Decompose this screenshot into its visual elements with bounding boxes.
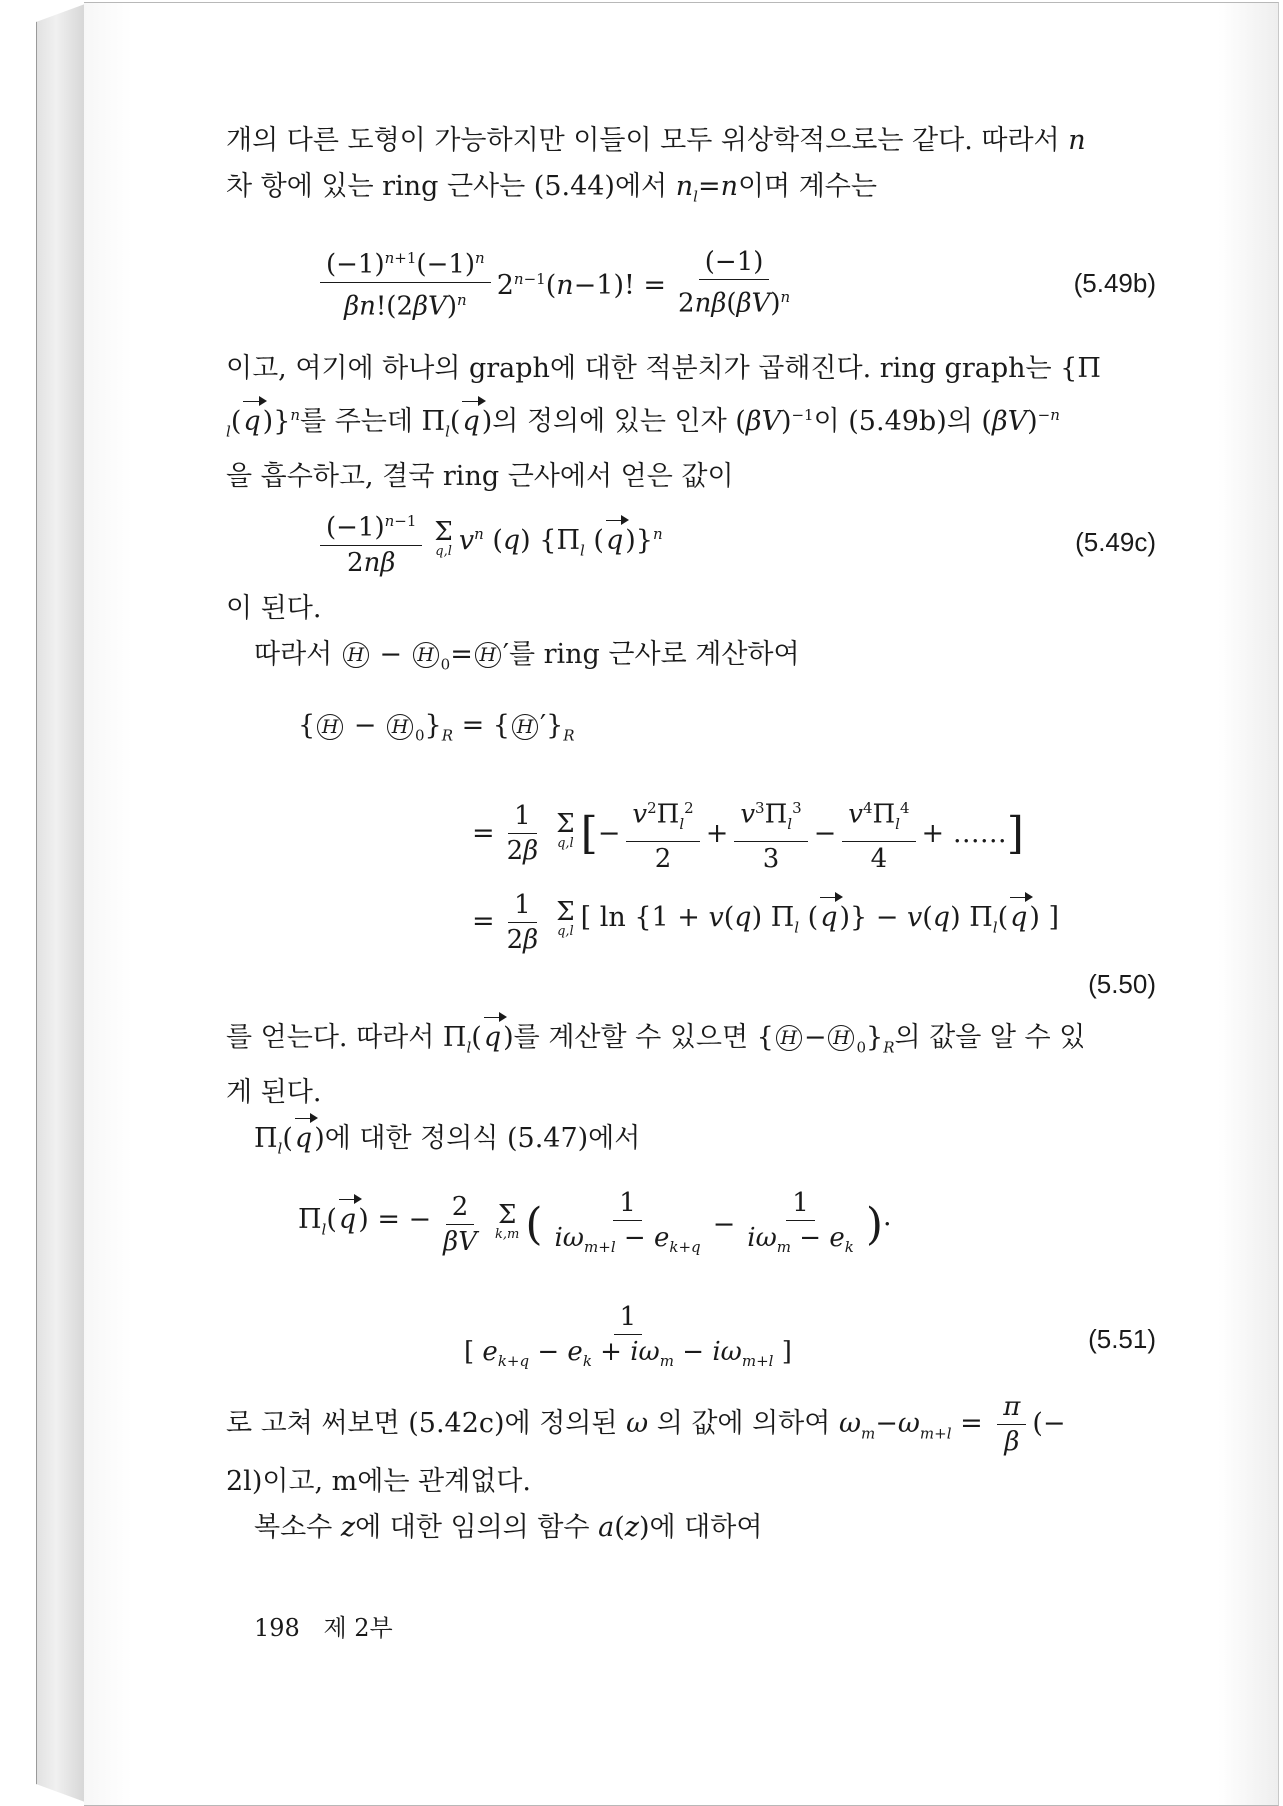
fraction: $\frac{(-1)^{n+1}(-1)^n}{\beta n!(2\beta V)^n}$ xyxy=(320,241,491,323)
paragraph-1-line-1: 개의 다른 도형이 가능하지만 이들이 모두 위상학적으로는 같다. 따라서 n xyxy=(226,125,1086,156)
paragraph-2-line-2: $_l$(q)}$^n$를 주는데 $\Pi_l(q)$의 정의에 있는 인자 $(\beta V)^{-1}$이 (5.49b)의 $(\beta V)^{-n}$ xyxy=(226,392,1156,454)
fraction: $\frac{v^3\Pi_l^3}{3}$ xyxy=(734,791,807,876)
equation-number: (5.49c) xyxy=(1075,526,1156,557)
paragraph-8: 복소수 z에 대한 임의의 함수 a(z)에 대하여 xyxy=(254,1512,763,1544)
equation-5-49c: $\frac{(-1)^{n-1}}{2n\beta}$ Σ q,l $v^n$ (q) {$\Pi_l$ (q)}$^n$ (5.49c) xyxy=(314,504,1156,580)
paragraph-5-line-2: 게 된다. xyxy=(226,1077,322,1109)
part-label: 제 2부 xyxy=(323,1614,393,1642)
equation-5-50-line-1: { H − H $_0\}_R$ = { H $'\}_R$ xyxy=(298,710,575,745)
equation-5-51-line-2 xyxy=(452,1300,1156,1378)
page-footer xyxy=(254,1608,393,1643)
equation-number: (5.51) xyxy=(1088,1324,1156,1355)
page-number: 198 xyxy=(254,1614,300,1642)
fraction: $\frac{1}{[ e_{k+q} - e_k + i\omega_m - i\omega_{m+l} ]}$ xyxy=(464,1301,792,1371)
fraction: $\frac{1}{i\omega_m - e_k}$ xyxy=(747,1187,854,1256)
fraction: $\frac{1}{2\beta}$ xyxy=(506,801,539,867)
equation-5-50-number-row xyxy=(226,961,1156,1007)
paragraph-2-line-1: 이고, 여기에 하나의 graph에 대한 적분치가 곱해진다. ring graph는 {Π xyxy=(226,352,1101,384)
paragraph-6: $\Pi_l(q)$에 대한 정의식 (5.47)에서 xyxy=(226,1116,1156,1171)
summation-sign: Σ q,l xyxy=(434,516,453,559)
paragraph-3: 이 된다. xyxy=(226,592,322,624)
fraction: $\frac{(-1)}{2n\beta(\beta V)^n}$ xyxy=(678,246,791,319)
equation-5-49b: $\frac{(-1)^{n+1}(-1)^n}{\beta n!(2\beta V)^n}$ $2^{n-1}(n-1)$! = $\frac{(-1)}{2n\beta(\beta V)^n}$ (5.49b) xyxy=(314,241,1156,323)
fraction: $\frac{1}{i\omega_{m+l} - e_{k+q}}$ xyxy=(554,1187,701,1256)
paragraph-4: 따라서 H − H $_0$= H ′를 ring 근사로 계산하여 xyxy=(254,638,800,674)
summation-sign: Σ q,l xyxy=(556,808,575,851)
equation-number: (5.50) xyxy=(1088,968,1156,999)
equation-5-51-line-1: $\Pi_l(q)$ = − $\frac{2}{\beta V}$ Σ k,m ( $\frac{1}{i\omega_{m+l} - e_{k+q}}$ − $\frac{1}{i\omega_m - e_k}$ ) · xyxy=(298,1186,1156,1264)
fraction: $\frac{v^2\Pi_l^2}{2}$ xyxy=(626,791,699,876)
fraction: $\frac{1}{2\beta}$ xyxy=(506,889,539,955)
paragraph-5-line-1: 를 얻는다. 따라서 $\Pi_l(q)$를 계산할 수 있으면 { H − H $_0\}_R$의 값을 알 수 있 xyxy=(226,1015,1156,1070)
equation-5-50-line-3: = $\frac{1}{2\beta}$ Σ q,l [ ln {1 + v(q) $\Pi_l$ (q)} − v(q) $\Pi_l(q)$ ] xyxy=(472,889,1060,955)
equation-5-50-line-2: = $\frac{1}{2\beta}$ Σ q,l [ − $\frac{v^2\Pi_l^2}{2}$ + $\frac{v^3\Pi_l^3}{3}$ − $\frac{v^4\Pi_l^4}{4}$ + …… ] xyxy=(472,791,1156,876)
paragraph-2-line-3: 을 흡수하고, 결국 ring 근사에서 얻은 값이 xyxy=(226,461,734,493)
fraction: $\frac{2}{\beta V}$ xyxy=(443,1192,477,1258)
equation-number: (5.49b) xyxy=(1073,267,1156,298)
paragraph-7-line-1: 로 고쳐 써보면 (5.42c)에 정의된 ω 의 값에 의하여 $\omega_m-\omega_{m+l}$ = $\frac{\pi}{\beta}$ (− xyxy=(226,1392,1066,1458)
summation-sign: Σ q,l xyxy=(556,897,575,940)
paragraph-1-line-2: 차 항에 있는 ring 근사는 (5.44)에서 $n_l=n$이며 계수는 xyxy=(226,171,877,206)
summation-sign: Σ k,m xyxy=(494,1199,520,1242)
fraction: $\frac{v^4\Pi_l^4}{4}$ xyxy=(842,791,915,876)
fraction: $\frac{\pi}{\beta}$ xyxy=(997,1390,1026,1459)
book-spine xyxy=(36,4,85,1802)
fraction: $\frac{(-1)^{n-1}}{2n\beta}$ xyxy=(320,504,422,580)
paragraph-7-line-2: 2l)이고, m에는 관계없다. xyxy=(226,1466,531,1498)
page-content xyxy=(226,118,1156,1551)
